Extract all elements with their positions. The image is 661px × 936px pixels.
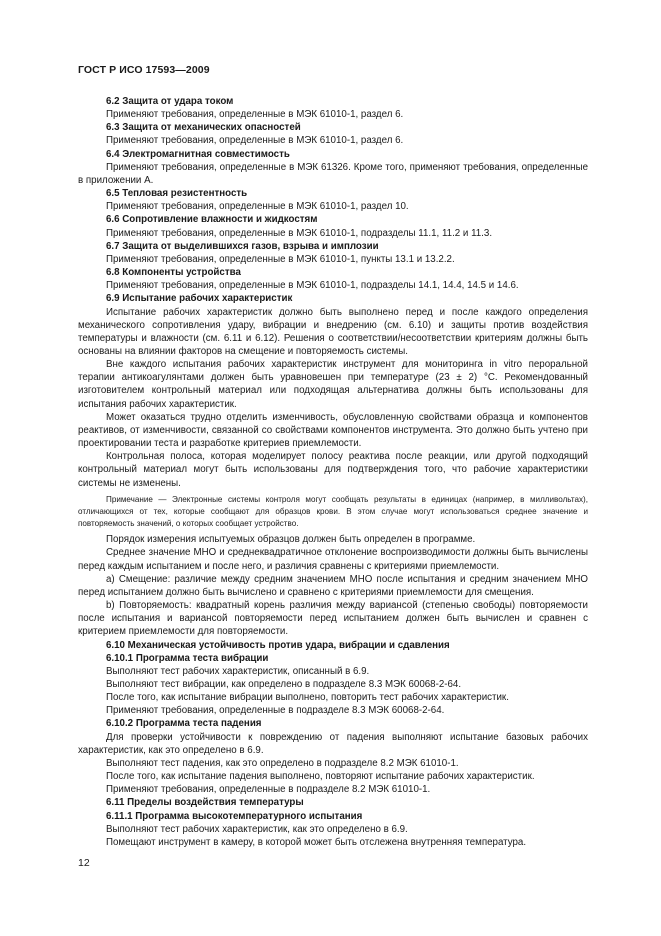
section-heading: 6.8 Компоненты устройства <box>106 267 241 279</box>
section-heading: 6.4 Электромагнитная совместимость <box>106 148 290 160</box>
body-text: Выполняют тест вибрации, как определено в подразделе 8.3 МЭК 60068-2-64. <box>106 679 462 691</box>
body-text: После того, как испытание падения выполнено, повторяют испытание рабочих характеристик. <box>106 771 535 783</box>
body-text: После того, как испытание вибрации выполнено, повторить тест рабочих характеристик. <box>106 692 509 704</box>
body-text: Выполняют тест рабочих характеристик, как это определено в 6.9. <box>106 823 408 835</box>
body-text: Применяют требования, определенные в МЭК 61010-1, раздел 6. <box>106 135 404 147</box>
list-item: b) Повторяемость: квадратный корень различия между вариансой (степенью свободы) повторяемости после испытания и вариансой повторяемости перед испытанием должен быть вычислен и сравнен с критерием приемлемости для повторяемости. <box>78 600 588 638</box>
section-heading: 6.6 Сопротивление влажности и жидкостям <box>106 214 318 226</box>
section-heading: 6.5 Тепловая резистентность <box>106 188 248 200</box>
subsection-heading: 6.11.1 Программа высокотемпературного испытания <box>106 810 363 822</box>
note-text: Примечание — Электронные системы контроля могут сообщать результаты в единицах (например, в милливольтах), отличающихся от тех, которые сообщают для образцов крови. В этом случае могут использоваться среднее значение и повторяемость значений, о которых сообщает устройство. <box>78 494 588 529</box>
page-number: 12 <box>78 857 90 869</box>
body-text: Может оказаться трудно отделить изменчивость, обусловленную свойствами образца и компонентов реактивов, от изменчивости, связанной со свойствами компонентов инструмента. Это должно быть учтено при проектировании теста и разработке критериев приемлемости. <box>78 411 588 450</box>
section-heading: 6.9 Испытание рабочих характеристик <box>106 293 293 305</box>
body-text: Для проверки устойчивости к повреждению от падения выполняют испытание базовых рабочих характеристик, как это определено в 6.9. <box>78 731 588 756</box>
body-text: Среднее значение МНО и среднеквадратичное отклонение воспроизводимости должны быть вычислены перед каждым испытанием и после него, и различия сравнены с критериями приемлемости. <box>78 547 588 572</box>
body-text: Выполняют тест рабочих характеристик, описанный в 6.9. <box>106 665 370 677</box>
section-heading: 6.10 Механическая устойчивость против удара, вибрации и сдавления <box>106 639 450 651</box>
body-text: Испытание рабочих характеристик должно быть выполнено перед и после каждого определения механического сопротивления удару, вибрации и внедрению (см. 6.10) и защиты против воздействия температуры и влажности (см. 6.11 и 6.12). Решения о соответствии/несоответствии критериям должны быть основаны на влиянии факторов на смещение и повторяемость системы. <box>78 306 588 357</box>
section-heading: 6.7 Защита от выделившихся газов, взрыва и имплозии <box>106 240 379 252</box>
body-text: Применяют требования, определенные в подразделе 8.2 МЭК 61010-1. <box>106 784 431 796</box>
section-heading: 6.11 Пределы воздействия температуры <box>106 797 304 809</box>
body-text: Выполняют тест падения, как это определено в подразделе 8.2 МЭК 61010-1. <box>106 757 459 769</box>
document-body <box>78 95 588 849</box>
section-heading: 6.2 Защита от удара током <box>106 96 234 107</box>
subsection-heading: 6.10.2 Программа теста падения <box>106 718 262 730</box>
body-text: Применяют требования, определенные в подразделе 8.3 МЭК 60068-2-64. <box>106 705 445 717</box>
body-text: Применяют требования, определенные в МЭК 61326. Кроме того, применяют требования, определенные в приложении А. <box>78 161 588 186</box>
page-header: ГОСТ Р ИСО 17593—2009 <box>78 64 210 76</box>
body-text: Порядок измерения испытуемых образцов должен быть определен в программе. <box>106 534 476 546</box>
body-text: Применяют требования, определенные в МЭК 61010-1, подразделы 11.1, 11.2 и 11.3. <box>106 227 493 239</box>
body-text: Вне каждого испытания рабочих характеристик инструмент для мониторинга in vitro пероральной терапии антикоагулянтами должен быть уравновешен при температуре (23 ± 2) °С. Рекомендованный изготовителем контрольный материал или подходящая альтернатива должны быть использованы для испытания рабочих характеристик. <box>78 359 588 410</box>
body-text: Применяют требования, определенные в МЭК 61010-1, раздел 6. <box>106 109 404 121</box>
body-text: Контрольная полоса, которая моделирует полосу реактива после реакции, или другой подходящий контрольный материал могут быть использованы для подтверждения того, что рабочие характеристики системы не изменены. <box>78 451 588 489</box>
body-text: Применяют требования, определенные в МЭК 61010-1, раздел 10. <box>106 201 409 213</box>
section-heading: 6.3 Защита от механических опасностей <box>106 122 301 134</box>
body-text: Применяют требования, определенные в МЭК 61010-1, подразделы 14.1, 14.4, 14.5 и 14.6. <box>106 280 519 292</box>
body-text: Помещают инструмент в камеру, в которой может быть отслежена внутренняя температура. <box>106 836 527 848</box>
subsection-heading: 6.10.1 Программа теста вибрации <box>106 652 269 664</box>
body-text: Применяют требования, определенные в МЭК 61010-1, пункты 13.1 и 13.2.2. <box>106 253 455 265</box>
list-item: а) Смещение: различие между средним значением МНО после испытания и средним значением МНО перед испытанием должно быть вычислено и сравнено с критериями приемлемости для смещения. <box>78 573 588 598</box>
